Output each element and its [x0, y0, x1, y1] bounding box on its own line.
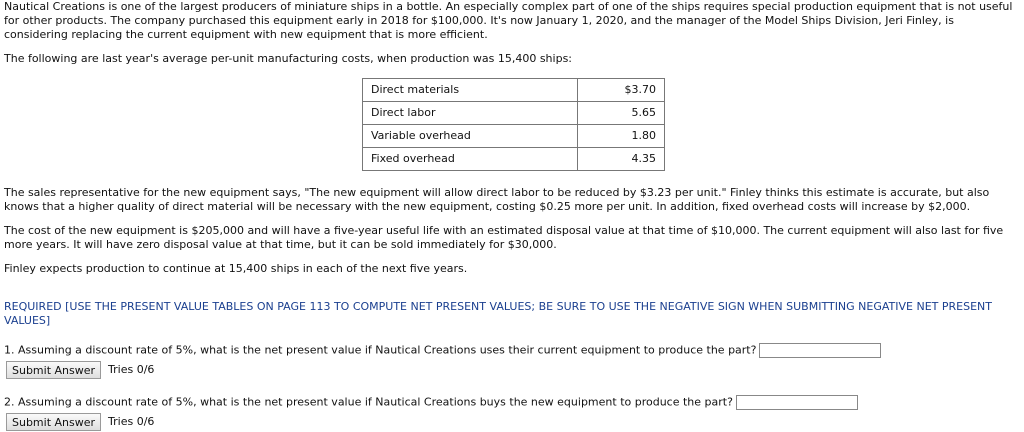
question-1-text: 1. Assuming a discount rate of 5%, what is the net present value if Nautical Creations uses their current equipment to produce the part?	[4, 343, 757, 357]
required-instructions: REQUIRED [USE THE PRESENT VALUE TABLES ON PAGE 113 TO COMPUTE NET PRESENT VALUES; BE SURE TO USE THE NEGATIVE SIGN WHEN SUBMITTING NEGATIVE NET PRESENT VALUES]	[4, 300, 992, 327]
question-1-answer-input[interactable]	[759, 343, 881, 358]
cost-item-amount: 5.65	[578, 102, 665, 125]
costs-lead-text: The following are last year's average per-unit manufacturing costs, when production was 15,400 ships:	[4, 52, 573, 65]
question-1-actions	[6, 361, 154, 379]
table-row	[363, 79, 665, 102]
sales-rep-paragraph: The sales representative for the new equipment says, "The new equipment will allow direct labor to be reduced by $3.23 per unit." Finley thinks this estimate is accurate, but also knows that a higher quality of direct material will be necessary with the new equipment, costing $0.25 more per unit. In addition, fixed overhead costs will increase by $2,000.	[4, 186, 990, 213]
question-2	[4, 395, 858, 410]
cost-item-amount: 1.80	[578, 125, 665, 148]
production-forecast-paragraph: Finley expects production to continue at 15,400 ships in each of the next five years.	[4, 262, 468, 275]
question-2-answer-input[interactable]	[736, 395, 858, 410]
question-2-submit-button[interactable]: Submit Answer	[6, 413, 101, 431]
cost-item-amount: 4.35	[578, 148, 665, 171]
question-1-submit-button[interactable]: Submit Answer	[6, 361, 101, 379]
question-1	[4, 343, 881, 358]
cost-item-label: Direct materials	[363, 79, 578, 102]
intro-paragraph: Nautical Creations is one of the largest producers of miniature ships in a bottle. An especially complex part of one of the ships requires special production equipment that is not useful for other products. The company purchased this equipment early in 2018 for $100,000. It's now January 1, 2020, and the manager of the Model Ships Division, Jeri Finley, is considering replacing the current equipment with new equipment that is more efficient.	[4, 0, 1013, 41]
table-row	[363, 148, 665, 171]
table-row	[363, 125, 665, 148]
cost-item-label: Variable overhead	[363, 125, 578, 148]
unit-costs-table	[362, 78, 665, 171]
cost-item-label: Direct labor	[363, 102, 578, 125]
cost-item-label: Fixed overhead	[363, 148, 578, 171]
cost-item-amount: $3.70	[578, 79, 665, 102]
new-equipment-cost-paragraph: The cost of the new equipment is $205,000 and will have a five-year useful life with an estimated disposal value at that time of $10,000. The current equipment will also last for five more years. It will have zero disposal value at that time, but it can be sold immediately for $30,000.	[4, 224, 1004, 251]
question-1-tries-counter: Tries 0/6	[108, 363, 155, 376]
question-2-tries-counter: Tries 0/6	[108, 415, 155, 428]
question-2-actions	[6, 413, 154, 431]
question-2-text: 2. Assuming a discount rate of 5%, what is the net present value if Nautical Creations buys the new equipment to produce the part?	[4, 395, 733, 409]
table-row	[363, 102, 665, 125]
